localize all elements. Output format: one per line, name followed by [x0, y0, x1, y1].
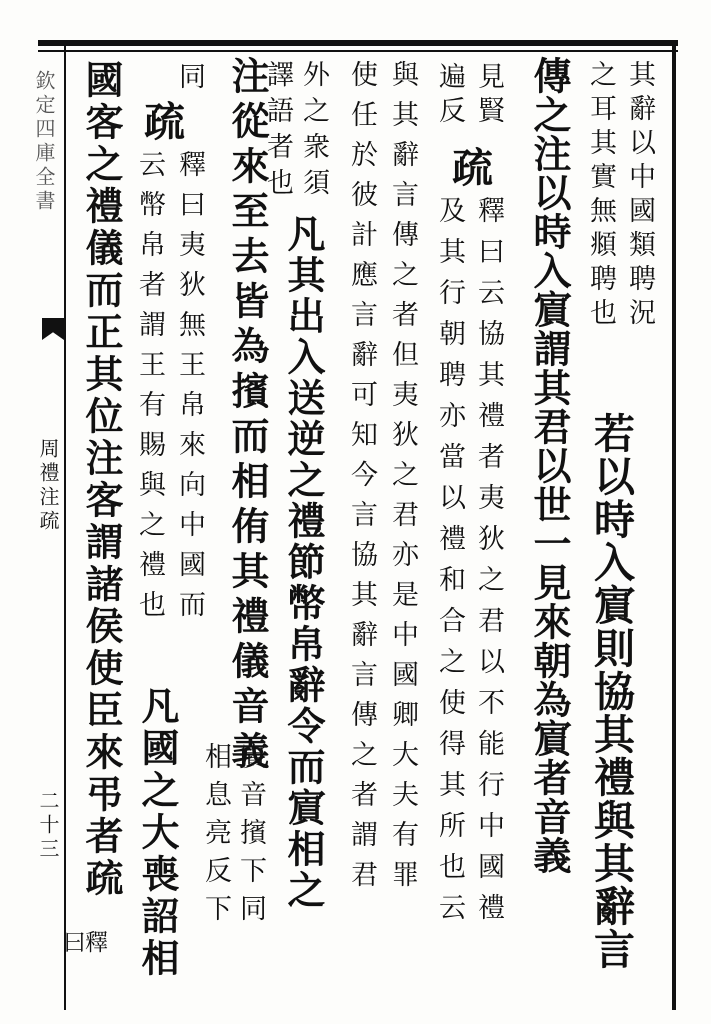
fishtail-mark [42, 318, 64, 340]
text-column: 曰 [59, 930, 85, 960]
text-column: 疏 [137, 100, 185, 143]
text-column: 釋 [81, 930, 107, 960]
margin-library-title: 欽定四庫全書 [32, 70, 56, 214]
text-column: 釋曰夷狄無王帛來向中國而 [174, 150, 205, 630]
text-column: 譯語者也 [262, 60, 293, 204]
text-column: 注從來至去皆為擯而相侑其禮儀音義 [225, 56, 270, 776]
top-border-thick [38, 40, 678, 46]
text-column: 見賢 [473, 62, 504, 130]
text-column: 賔音擯下同 [235, 742, 266, 932]
text-column: 傳之注以時入賔謂其君以世一見來朝為賔者音義 [527, 56, 572, 875]
text-column: 與其辭言傳之者但夷狄之君亦是中國卿大夫有罪 [387, 60, 418, 900]
text-column: 國客之禮儀而正其位注客謂諸侯使臣來弔者疏 [79, 60, 124, 900]
text-column: 凡國之大喪詔相 [135, 686, 180, 980]
text-column: 疏 [445, 146, 493, 189]
text-column: 若以時入賔則協其禮與其辭言 [587, 412, 635, 971]
text-column: 相息亮反下 [200, 742, 231, 932]
text-column: 凡其出入送逆之禮節幣帛辭令而賔相之 [281, 214, 326, 911]
text-column: 其辭以中國類聘況 [624, 60, 655, 332]
margin-page-number: 二十三 [36, 790, 60, 862]
text-column: 同 [174, 62, 205, 96]
text-column: 之耳其實無頫聘也 [585, 60, 616, 332]
margin-rule [64, 46, 66, 1010]
top-border-thin [38, 50, 678, 52]
text-column: 云幣帛者謂王有賜與之禮也 [134, 150, 165, 630]
margin-book-title: 周禮注疏 [36, 438, 60, 534]
text-column: 遍反 [434, 62, 465, 130]
right-border [672, 40, 676, 1010]
text-column: 及其行朝聘亦當以禮和合之使得其所也云 [434, 196, 465, 934]
text-column: 使任於彼計應言辭可知今言協其辭言傳之者謂君 [346, 60, 377, 900]
text-column: 釋曰云協其禮者夷狄之君以不能行中國禮 [473, 196, 504, 934]
text-column: 外之衆須 [298, 60, 329, 204]
